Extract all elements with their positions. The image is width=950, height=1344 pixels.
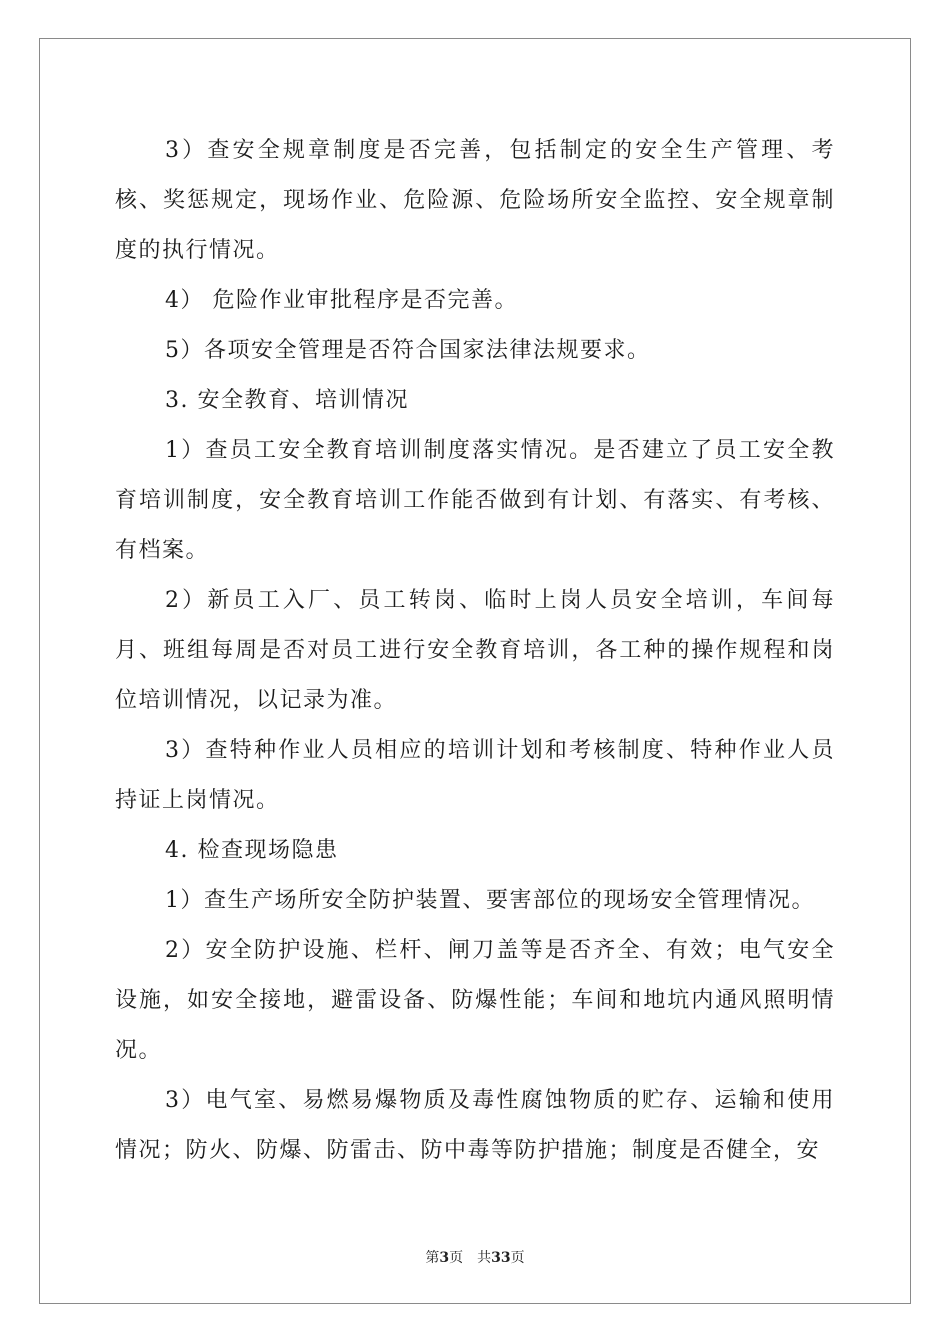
document-body xyxy=(115,126,835,1176)
paragraph: 2）安全防护设施、栏杆、闸刀盖等是否齐全、有效；电气安全设施，如安全接地，避雷设备、防爆性能；车间和地坑内通风照明情况。 xyxy=(115,938,835,1063)
paragraph: 5）各项安全管理是否符合国家法律法规要求。 xyxy=(165,338,651,363)
section-heading: 4. 检查现场隐患 xyxy=(165,838,339,863)
section-heading: 3. 安全教育、培训情况 xyxy=(165,388,409,413)
total-suffix: 页 xyxy=(510,1250,525,1266)
page-number: 3 xyxy=(439,1250,450,1266)
total-prefix: 共 xyxy=(477,1250,492,1266)
paragraph: 3）电气室、易燃易爆物质及毒性腐蚀物质的贮存、运输和使用情况；防火、防爆、防雷击、防中毒等防护措施；制度是否健全，安 xyxy=(115,1088,835,1163)
paragraph: 3）查安全规章制度是否完善，包括制定的安全生产管理、考核、奖惩规定，现场作业、危险源、危险场所安全监控、安全规章制度的执行情况。 xyxy=(115,138,835,263)
page-suffix: 页 xyxy=(449,1250,464,1266)
paragraph: 1）查员工安全教育培训制度落实情况。是否建立了员工安全教育培训制度，安全教育培训工作能否做到有计划、有落实、有考核、有档案。 xyxy=(115,438,835,563)
paragraph: 3）查特种作业人员相应的培训计划和考核制度、特种作业人员持证上岗情况。 xyxy=(115,738,835,813)
page-footer xyxy=(0,1247,950,1267)
paragraph: 2）新员工入厂、员工转岗、临时上岗人员安全培训，车间每月、班组每周是否对员工进行安全教育培训，各工种的操作规程和岗位培训情况，以记录为准。 xyxy=(115,588,835,713)
paragraph: 1）查生产场所安全防护装置、要害部位的现场安全管理情况。 xyxy=(165,888,815,913)
total-pages: 33 xyxy=(491,1250,511,1266)
page-prefix: 第 xyxy=(425,1250,440,1266)
paragraph: 4） 危险作业审批程序是否完善。 xyxy=(165,288,518,313)
